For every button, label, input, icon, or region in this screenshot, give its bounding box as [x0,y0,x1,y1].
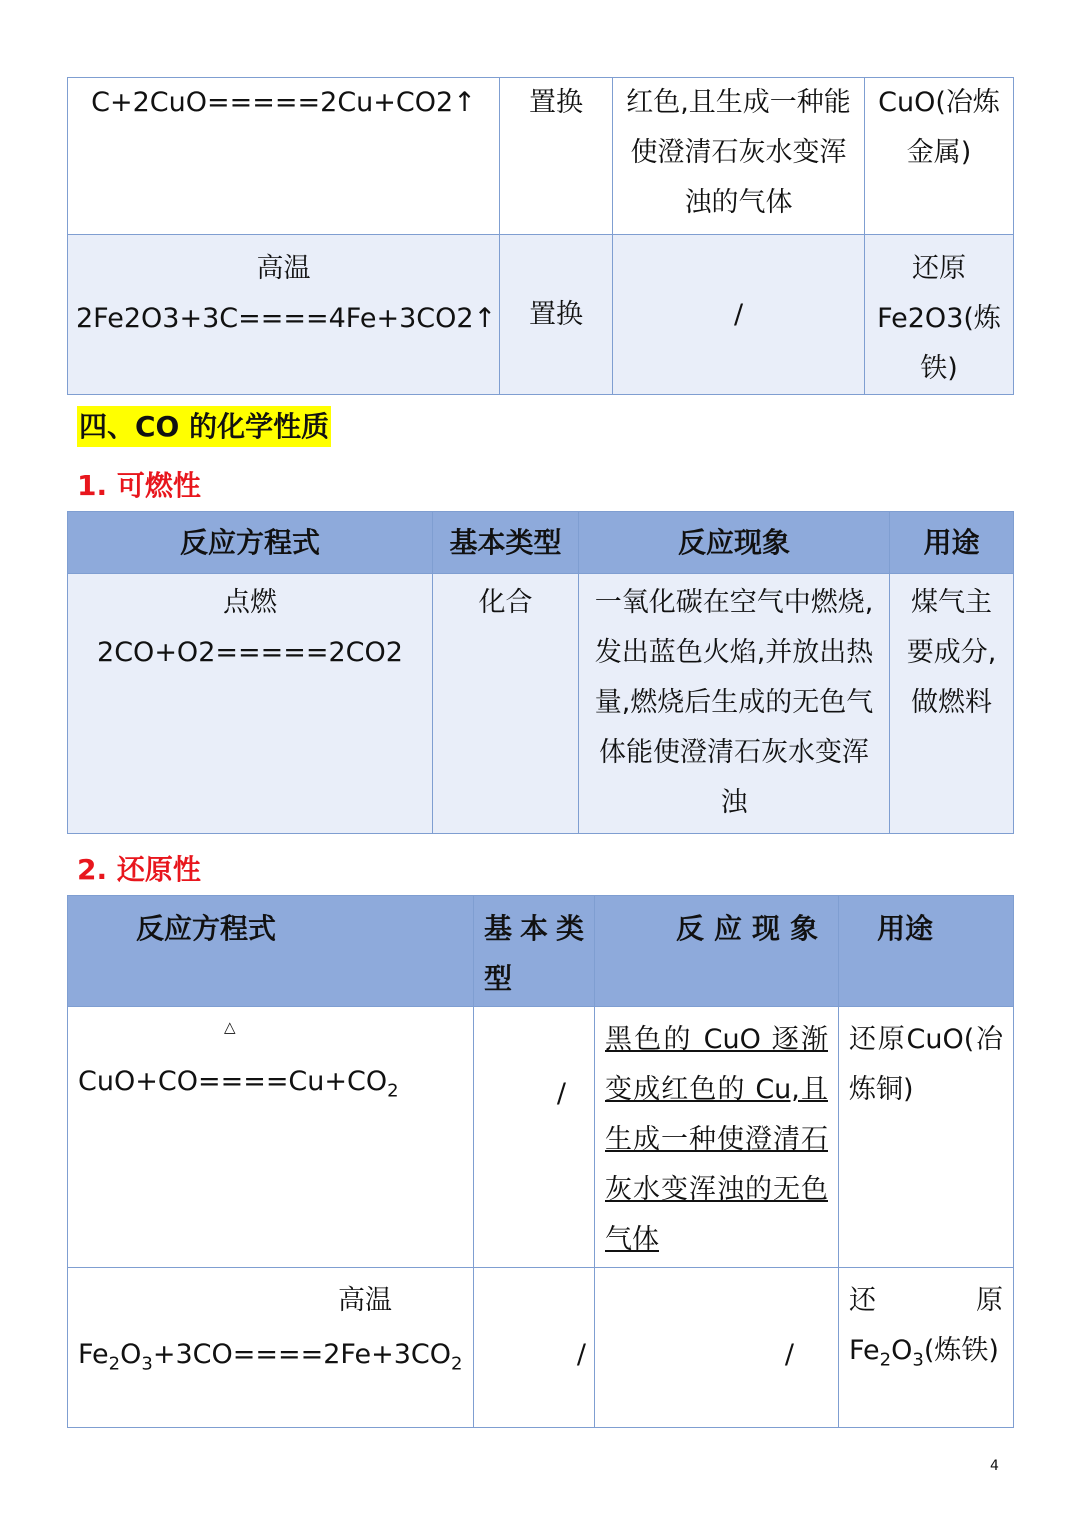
use-cell: CuO(冶炼金属) [865,78,1014,235]
equation-text: $Fe_2O_3+3CO====2Fe+3CO_2$ [78,1339,463,1375]
page-number: 4 [990,1458,999,1474]
heat-triangle-icon: △ [224,1018,236,1036]
type-cell: / [474,1007,595,1268]
reaction-condition: 点燃 [223,587,277,618]
column-header: 反应现象 [579,512,890,574]
equation-text: 2CO+O2=====2CO2 [97,637,403,668]
equation-cell: C+2CuO=====2Cu+CO2↑ [68,78,500,235]
table-row [68,574,1014,834]
use-cell: 还原Fe2O3(炼铁) [865,235,1014,395]
phenomenon-cell: / [613,235,865,395]
table-header-row [68,896,1014,1007]
type-cell: / [474,1268,595,1428]
column-header: 基本类型 [474,896,595,1007]
column-header: 反应方程式 [68,512,433,574]
column-header: 用途 [839,896,1014,1007]
table-header-row [68,512,1014,574]
phenomenon-cell: 红色,且生成一种能使澄清石灰水变浑浊的气体 [613,78,865,235]
table-row [68,235,1014,395]
phenomenon-cell: 一氧化碳在空气中燃烧,发出蓝色火焰,并放出热量,燃烧后生成的无色气体能使澄清石灰水变浑浊 [579,574,890,834]
section-title [77,405,331,445]
column-header [595,896,839,1007]
column-header: 基本类型 [433,512,579,574]
table-row [68,1007,1014,1268]
reaction-condition: 高温 [256,253,311,284]
type-cell: 置换 [500,235,613,395]
equation-cell [68,235,500,395]
table-row [68,78,1014,235]
type-cell: 置换 [500,78,613,235]
equation-text: 2Fe2O3+3C====4Fe+3CO2↑ [76,303,497,334]
equation-cell [68,574,433,834]
use-cell: 还原CuO(冶炼铜) [839,1007,1014,1268]
column-header: 反应方程式 [68,896,474,1007]
use-cell: 煤气主要成分,做燃料 [890,574,1014,834]
equation-cell [68,1007,474,1268]
underlined-phenomenon: 黑色的 CuO 逐渐变成红色的 Cu,且生成一种使澄清石灰水变浑浊的无色气体 [605,1024,828,1255]
table-combustion [67,511,1014,834]
equation-cell [68,1268,474,1428]
type-cell: 化合 [433,574,579,834]
subsection-title-combustibility: 1. 可燃性 [77,469,201,502]
table-reduction [67,895,1014,1428]
use-cell: 还原$Fe_2O_3$(炼铁) [839,1268,1014,1428]
subsection-title-reducibility: 2. 还原性 [77,853,201,886]
table-row [68,1268,1014,1428]
table-carbon-reduction [67,77,1014,395]
header-text: 反应现象 [675,912,828,945]
phenomenon-cell [595,1007,839,1268]
section-title-text: 四、CO 的化学性质 [77,406,331,447]
equation-text: $CuO+CO====Cu+CO_2$ [78,1066,399,1102]
phenomenon-cell: / [595,1268,839,1428]
column-header: 用途 [890,512,1014,574]
reaction-condition: 高温 [338,1285,392,1316]
